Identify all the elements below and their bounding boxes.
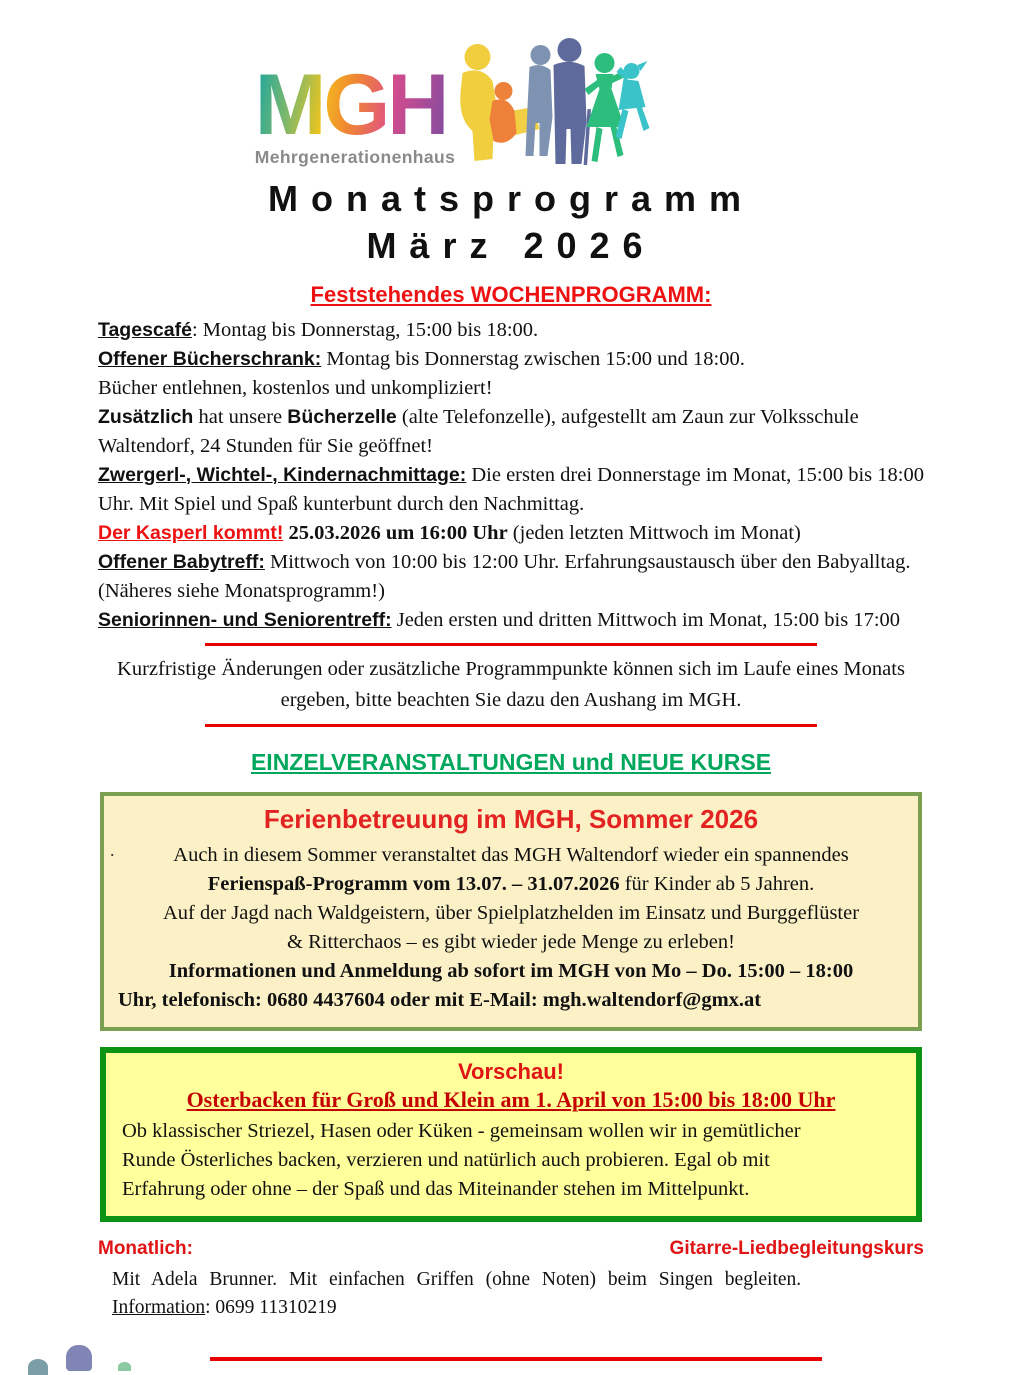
silhouette-head-purple-icon	[66, 1345, 92, 1371]
text-segment: Erfahrung oder ohne – der Spaß und das Miteinander stehen im Mittelpunkt.	[122, 1177, 750, 1200]
ferienbetreuung-box	[100, 792, 922, 1031]
divider-rule-top	[205, 643, 817, 646]
family-silhouettes-icon	[445, 37, 655, 172]
divider-rule-bottom	[210, 1357, 822, 1361]
events-heading: EINZELVERANSTALTUNGEN und NEUE KURSE	[250, 748, 772, 775]
weekly-program-list	[98, 316, 934, 635]
text-segment: Bücherzelle	[287, 405, 397, 428]
text-segment: Runde Österliches backen, verzieren und natürlich auch probieren. Egal ob mit	[122, 1148, 770, 1171]
text-segment: Seniorinnen- und Seniorentreff:	[98, 608, 392, 631]
mgh-logo	[254, 56, 456, 168]
ferienbetreuung-title: Ferienbetreuung im MGH, Sommer 2026	[263, 803, 759, 834]
text-segment: 25.03.2026 um 16:00 Uhr	[283, 521, 508, 544]
text-segment: Bücher entlehnen, kostenlos und unkompliziert!	[98, 376, 493, 399]
text-segment: Tagescafé	[98, 318, 192, 341]
text-segment: Uhr, telefonisch: 0680 4437604 oder mit E-Mail: mgh.waltendorf@gmx.at	[118, 988, 762, 1011]
ferien-line	[118, 841, 904, 870]
text-segment: Mittwoch von 10:00 bis 12:00 Uhr. Erfahrungsaustausch über den Babyalltag. (Näheres siehe Monatsprogramm!)	[98, 550, 911, 602]
program-line	[98, 345, 934, 374]
text-segment: Informationen und Anmeldung ab sofort im MGH von Mo – Do. 15:00 – 18:00	[168, 959, 854, 982]
text-segment: Zusätzlich	[98, 405, 194, 428]
text-segment: für Kinder ab 5 Jahren.	[619, 872, 815, 895]
page-title	[0, 176, 1022, 270]
silhouette-head-teal-icon	[28, 1359, 48, 1375]
notice-text: Kurzfristige Änderungen oder zusätzliche Programmpunkte können sich im Laufe eines Monats ergeben, bitte beachten Sie dazu den Aushang im MGH.	[117, 657, 905, 711]
ferien-line	[118, 870, 904, 899]
ferien-line	[118, 957, 904, 986]
vorschau-box	[100, 1047, 922, 1222]
mgh-letter-h: H	[387, 56, 447, 153]
program-line	[98, 548, 934, 606]
program-line	[98, 316, 934, 345]
text-segment: Auch in diesem Sommer veranstaltet das MGH Waltendorf wieder ein spannendes	[173, 843, 849, 866]
text-segment: & Ritterchaos – es gibt wieder jede Menge zu erleben!	[287, 930, 735, 953]
program-line	[98, 606, 934, 635]
vorschau-line	[122, 1146, 900, 1175]
silhouette-head-green-icon	[118, 1362, 131, 1371]
program-line	[98, 403, 934, 461]
page-title-line2: März 2026	[366, 224, 656, 266]
vorschau-subtitle: Osterbacken für Groß und Klein am 1. April von 15:00 bis 18:00 Uhr	[186, 1086, 836, 1112]
ferien-line	[118, 899, 904, 928]
footer-description: Mit Adela Brunner. Mit einfachen Griffen (ohne Noten) beim Singen begleiten.	[112, 1268, 802, 1290]
text-segment: hat unsere	[193, 405, 288, 428]
ferienbetreuung-body	[118, 841, 904, 1015]
weekly-program-heading: Feststehendes WOCHENPROGRAMM:	[310, 281, 712, 307]
text-segment: Offener Bücherschrank:	[98, 347, 322, 370]
text-segment: (jeden letzten Mittwoch im Monat)	[507, 521, 801, 544]
page-title-line1: Monatsprogramm	[267, 178, 755, 219]
footer-info-label: Information	[112, 1296, 206, 1318]
ferien-line	[118, 928, 904, 957]
text-segment: Der Kasperl kommt!	[98, 521, 284, 544]
text-segment: (alte Telefonzelle), aufgestellt am Zaun zur Volksschule Waltendorf, 24 Stunden für Sie geöffnet!	[98, 405, 859, 457]
text-segment: Die ersten drei Donnerstage im Monat, 15:00 bis 18:00 Uhr. Mit Spiel und Spaß kunterbunt durch den Nachmittag.	[98, 463, 924, 515]
program-line	[98, 519, 934, 548]
ferien-line	[118, 986, 904, 1015]
text-segment: Auf der Jagd nach Waldgeistern, über Spielplatzhelden im Einsatz und Burggeflüster	[162, 901, 860, 924]
text-segment: Ferienspaß-Programm vom 13.07. – 31.07.2026	[207, 872, 620, 895]
footer-info-value: : 0699 11310219	[205, 1296, 337, 1318]
program-line	[98, 461, 934, 519]
vorschau-body	[122, 1117, 900, 1204]
text-segment: Zwergerl-, Wichtel-, Kindernachmittage:	[98, 463, 467, 486]
footer-course-label: Gitarre-Liedbegleitungskurs	[669, 1237, 924, 1259]
text-segment: Montag bis Donnerstag zwischen 15:00 und 18:00.	[321, 347, 745, 370]
mgh-letter-m: M	[254, 56, 324, 153]
logo-subtitle: Mehrgenerationenhaus	[254, 147, 456, 167]
mgh-letter-g: G	[323, 56, 388, 153]
footer-monthly-label: Monatlich:	[98, 1237, 193, 1259]
mgh-logo-letters	[254, 56, 447, 153]
vorschau-title: Vorschau!	[458, 1058, 564, 1084]
text-segment: Offener Babytreff:	[98, 550, 265, 573]
stray-dot: .	[110, 839, 115, 860]
text-segment: Jeden ersten und dritten Mittwoch im Monat, 15:00 bis 17:00	[391, 608, 901, 631]
vorschau-line	[122, 1175, 900, 1204]
footer-heading-row	[98, 1238, 924, 1260]
text-segment: : Montag bis Donnerstag, 15:00 bis 18:00.	[191, 318, 539, 341]
text-segment: Ob klassischer Striezel, Hasen oder Küken - gemeinsam wollen wir in gemütlicher	[122, 1119, 801, 1142]
footer-info	[112, 1294, 912, 1322]
vorschau-line	[122, 1117, 900, 1146]
program-line	[98, 374, 934, 403]
flyer-page	[0, 36, 1022, 1367]
divider-rule-middle	[205, 724, 817, 727]
logo-section	[0, 36, 966, 168]
